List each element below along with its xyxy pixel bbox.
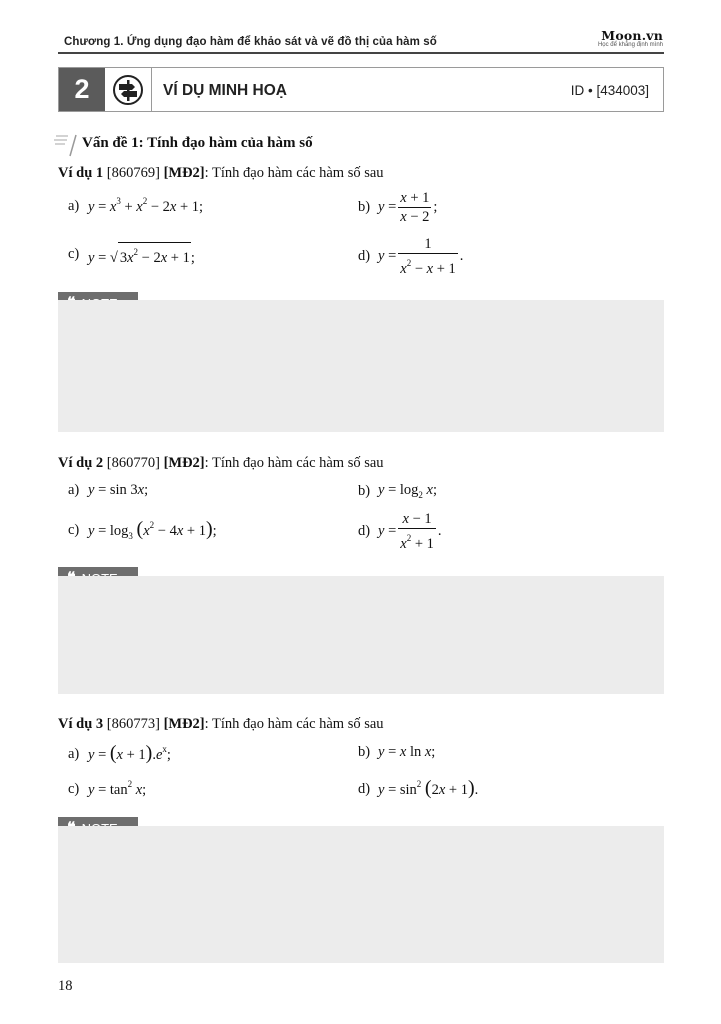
formula: $y = \log_2 x$; (378, 482, 437, 500)
note-area[interactable] (58, 826, 664, 963)
exercise-item (68, 482, 148, 499)
formula: $y = \tan^2 x$; (88, 779, 147, 798)
formula: $y = x^3 + x^2 - 2x + 1$; (88, 196, 204, 215)
example-level: [MĐ2] (163, 165, 205, 181)
example-prompt: : Tính đạo hàm các hàm số sau (204, 165, 384, 181)
exercise-item (358, 779, 478, 799)
item-label: a) (68, 197, 80, 214)
exercise-item (358, 236, 463, 277)
header-divider (58, 52, 664, 54)
formula: y = $\frac{x + 1}{x - 2}$ ; (378, 190, 438, 225)
exercise-item (68, 242, 195, 267)
formula: $y = (x + 1).e^x$; (88, 742, 171, 764)
exercise-item (358, 744, 435, 761)
formula: $y = \log_3 (x^2 - 4x + 1)$; (88, 518, 217, 541)
item-label: d) (358, 248, 371, 264)
example-label: Ví dụ 2 (58, 455, 104, 471)
item-label: c) (68, 246, 80, 262)
example-level: [MĐ2] (163, 716, 205, 732)
exercise-item (68, 196, 203, 216)
pen-stroke-icon (54, 132, 80, 160)
formula: y = $\frac{x - 1}{x^2 + 1}$ . (378, 511, 442, 552)
section-header (58, 67, 664, 112)
item-label: b) (358, 199, 371, 215)
example-label: Ví dụ 3 (58, 716, 104, 732)
example-level: [MĐ2] (163, 455, 205, 471)
example-heading (58, 455, 384, 472)
exercise-item (68, 779, 146, 799)
example-heading (58, 165, 384, 182)
item-label: a) (68, 482, 80, 498)
item-label: d) (358, 780, 371, 797)
section-id: ID • [434003] (570, 83, 649, 98)
chapter-title: Chương 1. Ứng dụng đạo hàm để khảo sát và vẽ đồ thị của hàm số (64, 36, 437, 48)
signpost-icon (105, 68, 152, 111)
formula: $y = \sin^2 (2x + 1)$. (378, 777, 479, 799)
exercise-item (68, 520, 217, 541)
example-label: Ví dụ 1 (58, 165, 104, 181)
item-label: c) (68, 522, 80, 538)
example-heading (58, 716, 384, 733)
brand-logo (598, 28, 663, 48)
section-number: 2 (59, 68, 105, 111)
note-area[interactable] (58, 576, 664, 694)
formula: y = sin 3x; (88, 482, 149, 498)
item-label: b) (358, 482, 371, 499)
example-code: [860770] (106, 455, 160, 471)
note-area[interactable] (58, 300, 664, 432)
item-label: d) (358, 523, 371, 539)
topic-title: Vấn đề 1: Tính đạo hàm của hàm số (82, 135, 313, 151)
example-code: [860773] (106, 716, 160, 732)
item-label: c) (68, 780, 80, 797)
brand-tagline: Học để khẳng định mình (597, 42, 663, 48)
example-prompt: : Tính đạo hàm các hàm số sau (204, 716, 384, 732)
formula: y = $\frac{1}{x^2 - x + 1}$ . (378, 236, 464, 277)
page-number: 18 (58, 978, 73, 994)
item-label: b) (358, 744, 371, 760)
example-prompt: : Tính đạo hàm các hàm số sau (204, 455, 384, 471)
section-title: VÍ DỤ MINH HOẠ (163, 82, 287, 99)
formula: y = x ln x; (378, 744, 436, 760)
item-label: a) (68, 745, 80, 762)
exercise-item (358, 511, 442, 552)
exercise-item (358, 190, 437, 225)
example-code: [860769] (106, 165, 160, 181)
exercise-item (68, 744, 171, 764)
exercise-item (358, 482, 437, 500)
brand-name: Moon.vn (601, 28, 663, 43)
formula: y = √ $3x^2 - 2x + 1$ ; (88, 242, 195, 267)
